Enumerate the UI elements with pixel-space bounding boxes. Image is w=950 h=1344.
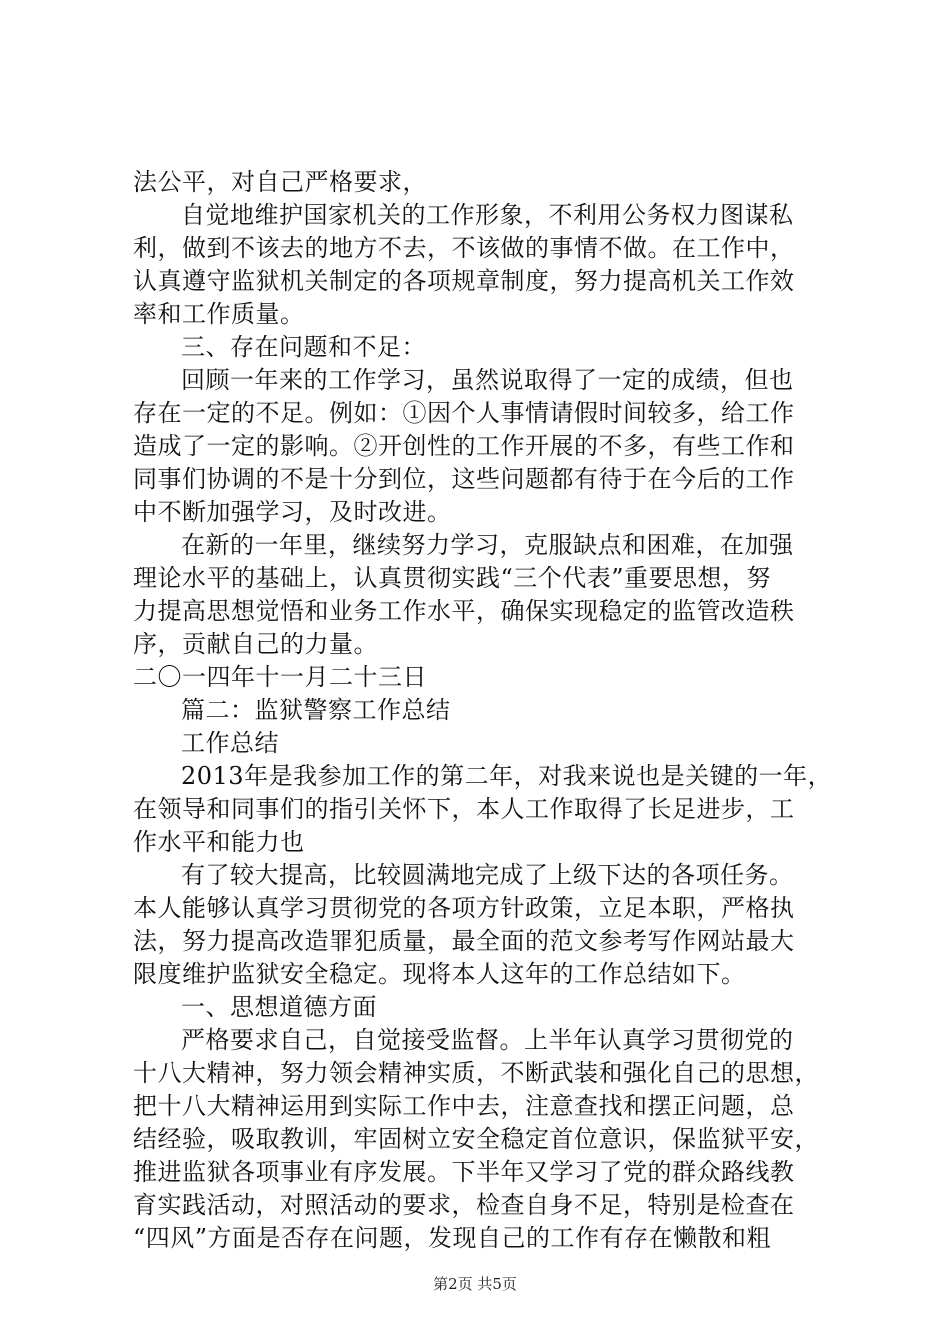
text-line: 本人能够认真学习贯彻党的各项方针政策，立足本职，严格执 <box>133 894 795 922</box>
text-line: 结经验，吸取教训，牢固树立安全稳定首位意识，保监狱平安， <box>133 1125 819 1153</box>
text-line: 理论水平的基础上，认真贯彻实践“三个代表”重要思想，努 <box>133 564 772 592</box>
text-line: 利，做到不该去的地方不去，不该做的事情不做。在工作中， <box>133 234 795 262</box>
text-line: 限度维护监狱安全稳定。现将本人这年的工作总结如下。 <box>133 960 746 988</box>
text-line: 存在一定的不足。例如：①因个人事情请假时间较多，给工作 <box>133 399 795 427</box>
text-line: 二〇一四年十一月二十三日 <box>133 663 427 691</box>
text-line: “四风”方面是否存在问题，发现自己的工作有存在懒散和粗 <box>133 1224 772 1252</box>
text-line: 2013年是我参加工作的第二年，对我来说也是关键的一年， <box>181 762 833 790</box>
text-line: 在领导和同事们的指引关怀下，本人工作取得了长足进步，工 <box>133 795 795 823</box>
text-line: 有了较大提高，比较圆满地完成了上级下达的各项任务。 <box>181 861 794 889</box>
document-body <box>133 166 833 1255</box>
text-line: 三、存在问题和不足： <box>181 333 426 361</box>
page-number-footer: 第2页 共5页 <box>433 1275 517 1293</box>
text-line: 在新的一年里，继续努力学习，克服缺点和困难，在加强 <box>181 531 794 559</box>
text-line: 序，贡献自己的力量。 <box>133 630 378 658</box>
text-line: 严格要求自己，自觉接受监督。上半年认真学习贯彻党的 <box>181 1026 794 1054</box>
text-line: 造成了一定的影响。②开创性的工作开展的不多，有些工作和 <box>133 432 795 460</box>
text-line: 回顾一年来的工作学习，虽然说取得了一定的成绩，但也 <box>181 366 794 394</box>
text-line: 法公平，对自己严格要求， <box>133 168 427 196</box>
text-line: 认真遵守监狱机关制定的各项规章制度，努力提高机关工作效 <box>133 267 795 295</box>
text-line: 推进监狱各项事业有序发展。下半年又学习了党的群众路线教 <box>133 1158 795 1186</box>
text-line: 自觉地维护国家机关的工作形象，不利用公务权力图谋私 <box>181 201 794 229</box>
text-line: 育实践活动，对照活动的要求，检查自身不足，特别是检查在 <box>133 1191 795 1219</box>
text-line: 力提高思想觉悟和业务工作水平，确保实现稳定的监管改造秩 <box>133 597 795 625</box>
text-line: 十八大精神，努力领会精神实质，不断武装和强化自己的思想， <box>133 1059 819 1087</box>
text-line: 法，努力提高改造罪犯质量，最全面的范文参考写作网站最大 <box>133 927 795 955</box>
text-line: 工作总结 <box>181 729 279 757</box>
text-line: 一、思想道德方面 <box>181 993 377 1021</box>
text-line: 率和工作质量。 <box>133 300 305 328</box>
text-line: 篇二：监狱警察工作总结 <box>181 696 451 724</box>
text-line: 同事们协调的不是十分到位，这些问题都有待于在今后的工作 <box>133 465 795 493</box>
text-line: 把十八大精神运用到实际工作中去，注意查找和摆正问题，总 <box>133 1092 795 1120</box>
text-line: 作水平和能力也 <box>133 828 305 856</box>
text-line: 中不断加强学习，及时改进。 <box>133 498 452 526</box>
